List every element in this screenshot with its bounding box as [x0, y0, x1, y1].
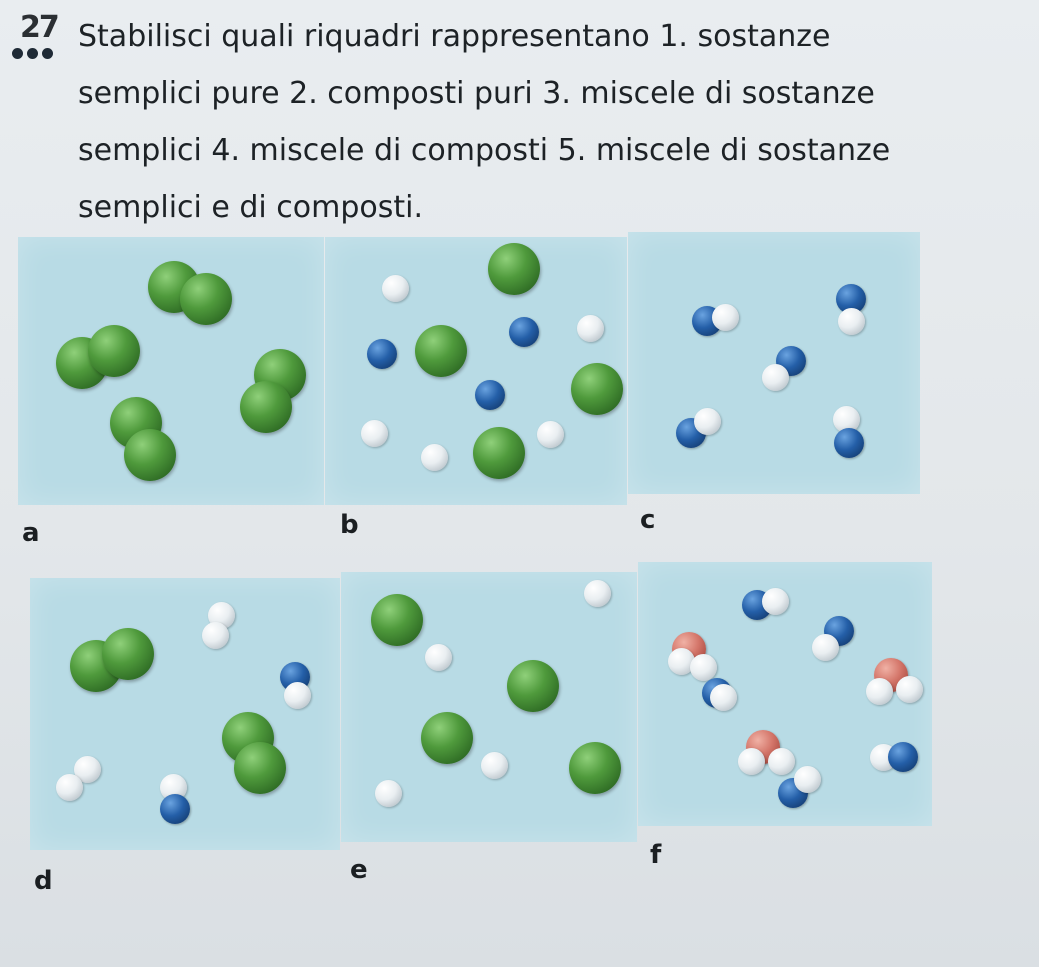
panel-e	[341, 572, 637, 842]
white-atom	[421, 444, 448, 471]
green-atom	[473, 427, 525, 479]
green-atom	[124, 429, 176, 481]
green-atom	[421, 712, 473, 764]
panel-label-f: f	[650, 840, 662, 870]
white-atom	[812, 634, 839, 661]
blue-atom	[888, 742, 918, 772]
difficulty-dot	[42, 48, 53, 59]
white-atom	[382, 275, 409, 302]
blue-atom	[834, 428, 864, 458]
panel-f	[638, 562, 932, 826]
white-atom	[481, 752, 508, 779]
blue-atom	[475, 380, 505, 410]
white-atom	[762, 588, 789, 615]
panel-c	[628, 232, 920, 494]
question-text	[78, 8, 978, 236]
white-atom	[712, 304, 739, 331]
white-atom	[584, 580, 611, 607]
green-atom	[102, 628, 154, 680]
green-atom	[415, 325, 467, 377]
blue-atom	[509, 317, 539, 347]
white-atom	[838, 308, 865, 335]
panel-d	[30, 578, 340, 850]
white-atom	[768, 748, 795, 775]
panel-label-d: d	[34, 866, 53, 896]
panel-label-e: e	[350, 855, 368, 885]
green-atom	[240, 381, 292, 433]
question-line: semplici 4. miscele di composti 5. miscele di sostanze	[78, 133, 891, 168]
difficulty-dots	[12, 48, 53, 59]
white-atom	[202, 622, 229, 649]
white-atom	[361, 420, 388, 447]
white-atom	[794, 766, 821, 793]
blue-atom	[367, 339, 397, 369]
green-atom	[371, 594, 423, 646]
difficulty-dot	[12, 48, 23, 59]
panel-label-a: a	[22, 518, 40, 548]
white-atom	[762, 364, 789, 391]
green-atom	[488, 243, 540, 295]
white-atom	[577, 315, 604, 342]
white-atom	[694, 408, 721, 435]
blue-atom	[160, 794, 190, 824]
panel-label-b: b	[340, 510, 359, 540]
white-atom	[537, 421, 564, 448]
green-atom	[507, 660, 559, 712]
white-atom	[710, 684, 737, 711]
white-atom	[738, 748, 765, 775]
panel-a	[18, 237, 324, 505]
white-atom	[866, 678, 893, 705]
white-atom	[896, 676, 923, 703]
green-atom	[180, 273, 232, 325]
white-atom	[284, 682, 311, 709]
white-atom	[375, 780, 402, 807]
exercise-number: 27	[20, 10, 58, 45]
question-line: semplici pure 2. composti puri 3. miscele di sostanze	[78, 76, 875, 111]
panel-b	[325, 237, 627, 505]
question-line: Stabilisci quali riquadri rappresentano 1. sostanze	[78, 19, 831, 54]
difficulty-dot	[27, 48, 38, 59]
white-atom	[690, 654, 717, 681]
green-atom	[569, 742, 621, 794]
white-atom	[56, 774, 83, 801]
white-atom	[425, 644, 452, 671]
green-atom	[571, 363, 623, 415]
question-line: semplici e di composti.	[78, 190, 424, 225]
green-atom	[234, 742, 286, 794]
green-atom	[88, 325, 140, 377]
panel-label-c: c	[640, 505, 656, 535]
